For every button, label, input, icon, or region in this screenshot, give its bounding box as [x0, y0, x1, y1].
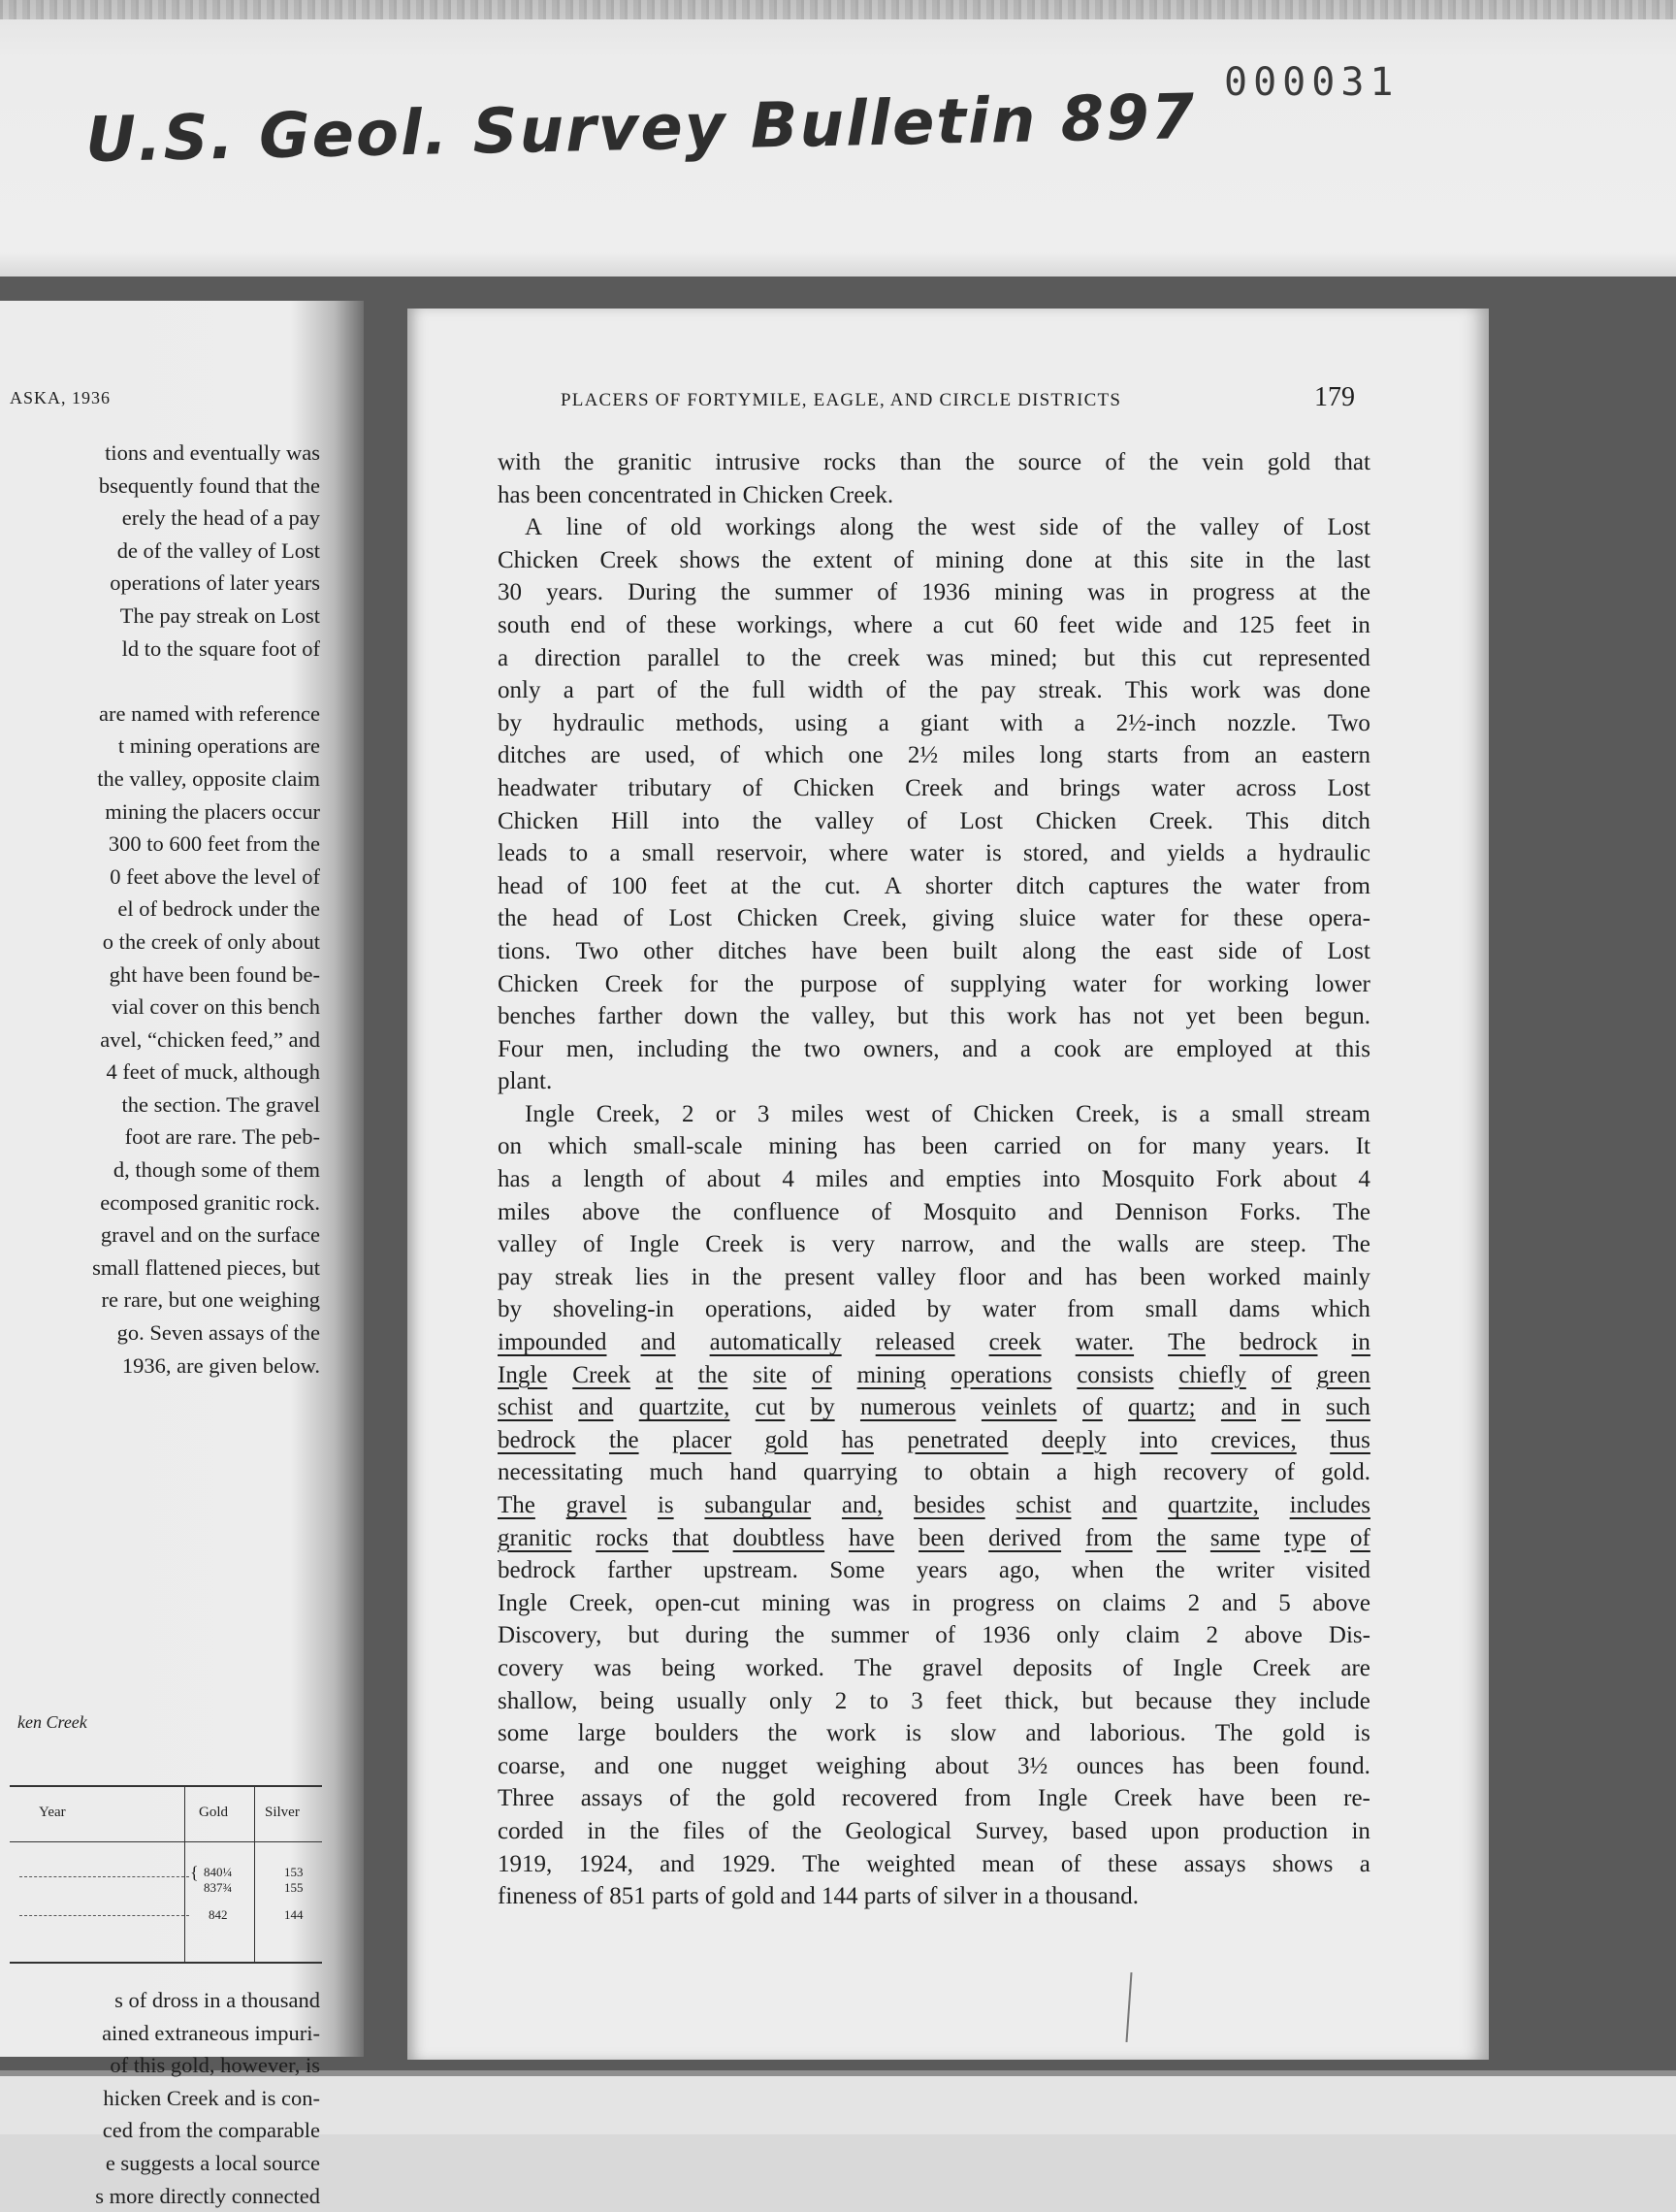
- body-line-text: Discovery, but during the summer of 1936 only claim 2 above Dis-: [498, 1622, 1370, 1649]
- body-text: [498, 446, 1370, 1913]
- table-header-row: [10, 1787, 322, 1842]
- body-line: [498, 1196, 1370, 1229]
- left-line: The pay streak on Lost: [119, 602, 320, 628]
- body-line-text: shallow, being usually only 2 to 3 feet thick, but because they include: [498, 1687, 1370, 1714]
- body-line: [498, 576, 1370, 609]
- body-line-text: fineness of 851 parts of gold and 144 parts of silver in a thousand.: [498, 1883, 1139, 1910]
- left-line: ecomposed granitic rock.: [100, 1189, 320, 1215]
- body-line: [498, 1326, 1370, 1359]
- body-line: [498, 739, 1370, 772]
- body-line: [498, 1848, 1370, 1881]
- body-line: [498, 609, 1370, 642]
- body-line-text: Chicken Creek for the purpose of supplying water for working lower: [498, 970, 1370, 997]
- silver-value: 155: [284, 1880, 304, 1895]
- left-line: e suggests a local source: [105, 2150, 320, 2175]
- body-line-text: covery was being worked. The gravel deposits of Ingle Creek are: [498, 1654, 1370, 1681]
- left-line: 0 feet above the level of: [110, 863, 320, 889]
- body-line-text: bedrock farther upstream. Some years ago, when the writer visited: [498, 1557, 1370, 1584]
- body-line: [498, 674, 1370, 707]
- left-line: 1936, are given below.: [121, 1352, 320, 1378]
- body-line: [498, 1782, 1370, 1815]
- left-line: avel, “chicken feed,” and: [100, 1026, 320, 1052]
- assay-table: [10, 1785, 322, 1964]
- body-line-text: A line of old workings along the west side of the valley of Lost: [525, 514, 1370, 541]
- body-line: [498, 1815, 1370, 1848]
- left-line: bsequently found that the: [98, 472, 320, 498]
- left-line: gravel and on the surface: [100, 1222, 320, 1248]
- body-line-text: Three assays of the gold recovered from Ingle Creek have been re-: [498, 1785, 1370, 1812]
- page-number: 179: [1314, 382, 1355, 412]
- body-line-text: leads to a small reservoir, where water is stored, and yields a hydraulic: [498, 840, 1370, 867]
- left-line: el of bedrock under the: [117, 896, 320, 922]
- body-line-text: 1919, 1924, and 1929. The weighted mean of these assays shows a: [498, 1850, 1370, 1877]
- body-line: [498, 968, 1370, 1001]
- gold-value: 837¾: [204, 1880, 233, 1895]
- body-line: [498, 1098, 1370, 1131]
- left-line: o the creek of only about: [102, 928, 320, 954]
- body-line-text: some large boulders the work is slow and laborious. The gold is: [498, 1720, 1370, 1747]
- body-line-text: granitic rocks that doubtless have been derived from the same type of: [498, 1524, 1370, 1551]
- body-line: [498, 902, 1370, 935]
- left-line: hicken Creek and is con-: [103, 2085, 320, 2110]
- left-line: vial cover on this bench: [112, 994, 320, 1020]
- body-line-text: benches farther down the valley, but this work has not yet been begun.: [498, 1003, 1370, 1030]
- stamp-number: 000031: [1224, 60, 1400, 105]
- body-line-text: pay streak lies in the present valley floor and has been worked mainly: [498, 1263, 1370, 1290]
- body-line: [498, 1619, 1370, 1652]
- body-line: [498, 1456, 1370, 1489]
- body-line: [498, 1033, 1370, 1066]
- header-gold: Gold: [199, 1805, 228, 1820]
- header-year: Year: [39, 1805, 66, 1820]
- brace: {: [190, 1863, 199, 1882]
- table-caption: ken Creek: [17, 1712, 87, 1732]
- left-line: de of the valley of Lost: [116, 537, 320, 563]
- body-line: [498, 1717, 1370, 1750]
- left-line: operations of later years: [110, 570, 320, 596]
- body-line-text: bedrock the placer gold has penetrated deeply into crevices, thus: [498, 1426, 1370, 1453]
- body-line: [498, 1261, 1370, 1294]
- body-line-text: The gravel is subangular and, besides schist and quartzite, includes: [498, 1492, 1370, 1518]
- right-page: [407, 309, 1489, 2060]
- body-line: [498, 1293, 1370, 1326]
- left-line: 300 to 600 feet from the: [108, 831, 320, 857]
- left-page: [0, 301, 364, 2208]
- body-line: [498, 1163, 1370, 1196]
- body-line: [498, 1750, 1370, 1783]
- gold-value: 842: [209, 1907, 228, 1922]
- left-line: s more directly connected: [95, 2183, 320, 2208]
- body-line-text: Ingle Creek, 2 or 3 miles west of Chicken Creek, is a small stream: [525, 1100, 1370, 1127]
- label-strip: [0, 0, 1676, 278]
- body-line-text: valley of Ingle Creek is very narrow, and the walls are steep. The: [498, 1231, 1370, 1258]
- body-line-text: miles above the confluence of Mosquito and Dennison Forks. The: [498, 1198, 1370, 1225]
- body-line-text: on which small-scale mining has been carried on for many years. It: [498, 1133, 1370, 1160]
- pencil-mark: [1125, 1972, 1132, 2042]
- body-line-text: necessitating much hand quarrying to obtain a high recovery of gold.: [498, 1459, 1370, 1486]
- left-line: tions and eventually was: [105, 440, 320, 465]
- body-line-text: by shoveling-in operations, aided by water from small dams which: [498, 1296, 1370, 1323]
- body-line-text: corded in the files of the Geological Survey, based upon production in: [498, 1817, 1370, 1844]
- left-running-head: ASKA, 1936: [10, 388, 112, 407]
- body-line: [498, 446, 1370, 479]
- body-line-text: only a part of the full width of the pay streak. This work was done: [498, 677, 1370, 704]
- left-line: ght have been found be-: [109, 961, 320, 987]
- body-line: [498, 1359, 1370, 1392]
- header-silver: Silver: [265, 1805, 300, 1820]
- body-line-text: head of 100 feet at the cut. A shorter ditch captures the water from: [498, 872, 1370, 899]
- left-line: foot are rare. The peb-: [124, 1124, 320, 1150]
- body-line: [498, 707, 1370, 740]
- left-line: d, though some of them: [113, 1157, 320, 1183]
- left-line: erely the head of a pay: [121, 505, 320, 531]
- body-line-text: Four men, including the two owners, and a cook are employed at this: [498, 1035, 1370, 1062]
- left-line: re rare, but one weighing: [101, 1287, 320, 1313]
- body-line: [498, 935, 1370, 968]
- body-line: [498, 642, 1370, 675]
- body-line-text: Ingle Creek, open-cut mining was in progress on claims 2 and 5 above: [498, 1589, 1370, 1616]
- body-line-text: impounded and automatically released creek water. The bedrock in: [498, 1329, 1370, 1356]
- left-line: ced from the comparable: [102, 2118, 320, 2143]
- silver-value: 153: [284, 1865, 304, 1879]
- table-divider: [184, 1787, 185, 1962]
- body-line-text: tions. Two other ditches have been built along the east side of Lost: [498, 937, 1370, 964]
- body-line-text: Chicken Hill into the valley of Lost Chicken Creek. This ditch: [498, 807, 1370, 834]
- left-line: mining the placers occur: [105, 798, 320, 824]
- body-line-text: Chicken Creek shows the extent of mining done at this site in the last: [498, 546, 1370, 573]
- row-leader: [19, 1876, 189, 1877]
- body-line-text: by hydraulic methods, using a giant with a 2½-inch nozzle. Two: [498, 709, 1370, 736]
- body-line-text: with the granitic intrusive rocks than the source of the vein gold that: [498, 449, 1370, 475]
- body-line-text: south end of these workings, where a cut 60 feet wide and 125 feet in: [498, 611, 1370, 638]
- body-line-text: a direction parallel to the creek was mined; but this cut represented: [498, 644, 1370, 671]
- left-line: s of dross in a thousand: [114, 1988, 320, 2012]
- body-line-text: 30 years. During the summer of 1936 mining was in progress at the: [498, 579, 1370, 606]
- body-line: [498, 511, 1370, 544]
- left-line: 4 feet of muck, although: [106, 1059, 320, 1085]
- body-line: [498, 544, 1370, 577]
- silver-value: 144: [284, 1907, 304, 1922]
- body-line: [498, 1522, 1370, 1555]
- running-head: PLACERS OF FORTYMILE, EAGLE, AND CIRCLE DISTRICTS: [561, 390, 1122, 410]
- left-text-block: [0, 437, 320, 1382]
- left-line: the valley, opposite claim: [97, 765, 320, 791]
- body-line: [498, 1065, 1370, 1098]
- table-divider: [254, 1787, 255, 1962]
- left-line: [0, 665, 320, 698]
- body-line: [498, 1424, 1370, 1457]
- body-line: [498, 870, 1370, 903]
- body-line: [498, 1587, 1370, 1620]
- body-line: [498, 1130, 1370, 1163]
- left-text-block-lower: [0, 1984, 320, 2212]
- body-line-text: has a length of about 4 miles and empties into Mosquito Fork about 4: [498, 1166, 1370, 1193]
- body-line-text: has been concentrated in Chicken Creek.: [498, 481, 894, 508]
- torn-edge: [0, 0, 1676, 19]
- body-line: [498, 1652, 1370, 1685]
- left-line: ained extraneous impuri-: [102, 2020, 320, 2045]
- body-line: [498, 772, 1370, 805]
- left-line: ld to the square foot of: [121, 635, 320, 661]
- row-leader: [19, 1915, 189, 1916]
- body-line: [498, 479, 1370, 512]
- left-line: t mining operations are: [117, 733, 320, 759]
- left-line: are named with reference: [99, 700, 320, 726]
- body-line-text: schist and quartzite, cut by numerous veinlets of quartz; and in such: [498, 1394, 1370, 1421]
- left-line: the section. The gravel: [121, 1091, 320, 1117]
- body-line: [498, 1000, 1370, 1033]
- left-line: of this gold, however, is: [110, 2053, 320, 2078]
- gold-value: 840¼: [204, 1865, 233, 1879]
- body-line-text: coarse, and one nugget weighing about 3½ ounces has been found.: [498, 1752, 1370, 1779]
- body-line: [498, 1685, 1370, 1718]
- body-line: [498, 1228, 1370, 1261]
- left-line: go. Seven assays of the: [116, 1320, 320, 1346]
- body-line: [498, 1489, 1370, 1522]
- body-line-text: plant.: [498, 1068, 553, 1095]
- body-line: [498, 1391, 1370, 1424]
- body-line: [498, 1880, 1370, 1913]
- body-line: [498, 805, 1370, 838]
- body-line-text: Ingle Creek at the site of mining operations consists chiefly of green: [498, 1361, 1370, 1388]
- handwritten-title: U.S. Geol. Survey Bulletin 897: [84, 81, 1197, 177]
- body-line-text: ditches are used, of which one 2½ miles long starts from an eastern: [498, 742, 1370, 769]
- left-line: small flattened pieces, but: [92, 1254, 320, 1280]
- body-line: [498, 1554, 1370, 1587]
- body-line: [498, 837, 1370, 870]
- body-line-text: the head of Lost Chicken Creek, giving sluice water for these opera-: [498, 905, 1370, 932]
- body-line-text: headwater tributary of Chicken Creek and brings water across Lost: [498, 774, 1370, 801]
